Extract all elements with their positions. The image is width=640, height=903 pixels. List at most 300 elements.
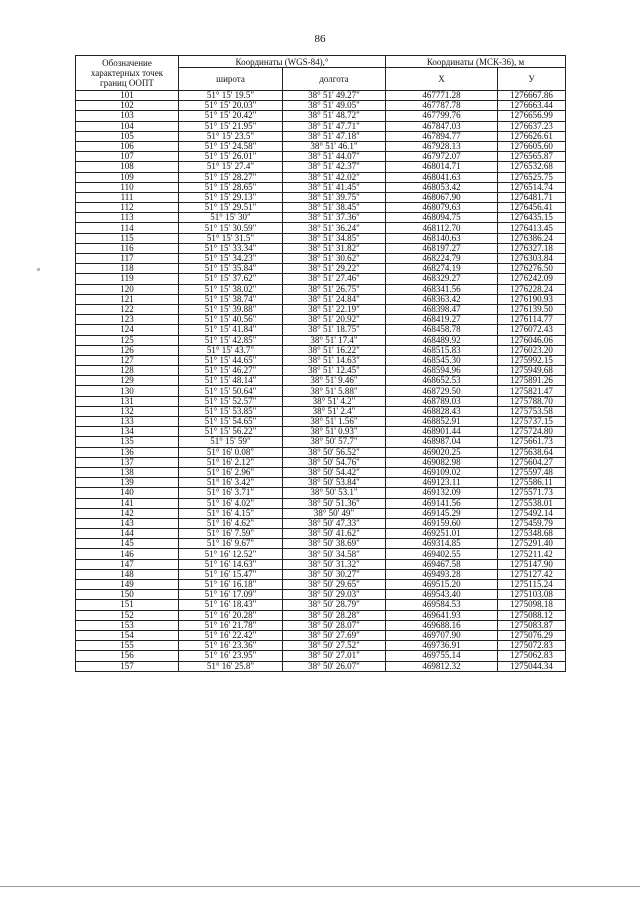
y-cell: 1276663.44 xyxy=(498,101,566,111)
x-cell: 468489.92 xyxy=(386,335,498,345)
longitude-cell: 38° 50' 27.52" xyxy=(283,641,386,651)
longitude-cell: 38° 51' 4.2" xyxy=(283,396,386,406)
table-row xyxy=(76,315,566,325)
longitude-cell: 38° 51' 42.02" xyxy=(283,172,386,182)
longitude-cell: 38° 51' 9.46" xyxy=(283,376,386,386)
longitude-cell: 38° 50' 30.27" xyxy=(283,569,386,579)
point-id-cell: 129 xyxy=(76,376,179,386)
x-cell: 467928.13 xyxy=(386,141,498,151)
point-id-cell: 104 xyxy=(76,121,179,131)
table-row xyxy=(76,355,566,365)
table-row xyxy=(76,131,566,141)
latitude-cell: 51° 16' 25.8" xyxy=(179,661,283,671)
latitude-cell: 51° 16' 21.78" xyxy=(179,620,283,630)
x-cell: 467972.07 xyxy=(386,152,498,162)
point-id-cell: 155 xyxy=(76,641,179,651)
x-cell: 468274.19 xyxy=(386,264,498,274)
y-cell: 1275459.79 xyxy=(498,518,566,528)
y-cell: 1275661.73 xyxy=(498,437,566,447)
y-cell: 1275604.27 xyxy=(498,457,566,467)
longitude-cell: 38° 51' 37.36" xyxy=(283,213,386,223)
x-cell: 469251.01 xyxy=(386,529,498,539)
table-row xyxy=(76,284,566,294)
x-cell: 469020.25 xyxy=(386,447,498,457)
latitude-cell: 51° 15' 52.57" xyxy=(179,396,283,406)
y-cell: 1275821.47 xyxy=(498,386,566,396)
point-id-cell: 154 xyxy=(76,630,179,640)
x-cell: 468053.42 xyxy=(386,182,498,192)
longitude-cell: 38° 51' 22.19" xyxy=(283,304,386,314)
latitude-cell: 51° 15' 28.27" xyxy=(179,172,283,182)
y-cell: 1275127.42 xyxy=(498,569,566,579)
table-row xyxy=(76,569,566,579)
point-id-cell: 136 xyxy=(76,447,179,457)
longitude-cell: 38° 50' 38.69" xyxy=(283,539,386,549)
point-id-cell: 140 xyxy=(76,488,179,498)
point-id-cell: 144 xyxy=(76,529,179,539)
latitude-cell: 51° 15' 30" xyxy=(179,213,283,223)
longitude-cell: 38° 50' 53.1" xyxy=(283,488,386,498)
table-row xyxy=(76,345,566,355)
point-id-cell: 138 xyxy=(76,467,179,477)
x-cell: 468789.03 xyxy=(386,396,498,406)
y-cell: 1275571.73 xyxy=(498,488,566,498)
x-cell: 467787.78 xyxy=(386,101,498,111)
latitude-cell: 51° 15' 26.01" xyxy=(179,152,283,162)
longitude-cell: 38° 50' 27.01" xyxy=(283,651,386,661)
x-cell: 469402.55 xyxy=(386,549,498,559)
x-cell: 468341.56 xyxy=(386,284,498,294)
point-id-cell: 113 xyxy=(76,213,179,223)
table-row xyxy=(76,172,566,182)
y-cell: 1276023.20 xyxy=(498,345,566,355)
point-id-cell: 121 xyxy=(76,294,179,304)
x-cell: 468112.70 xyxy=(386,223,498,233)
latitude-cell: 51° 15' 29.13" xyxy=(179,192,283,202)
table-row xyxy=(76,274,566,284)
table-row xyxy=(76,610,566,620)
y-cell: 1275044.34 xyxy=(498,661,566,671)
table-row xyxy=(76,427,566,437)
point-id-cell: 148 xyxy=(76,569,179,579)
x-cell: 467771.28 xyxy=(386,91,498,101)
x-cell: 468224.79 xyxy=(386,254,498,264)
latitude-cell: 51° 16' 4.02" xyxy=(179,498,283,508)
y-cell: 1276435.15 xyxy=(498,213,566,223)
longitude-cell: 38° 50' 41.62" xyxy=(283,529,386,539)
longitude-cell: 38° 51' 44.07" xyxy=(283,152,386,162)
point-id-cell: 145 xyxy=(76,539,179,549)
x-cell: 468041.63 xyxy=(386,172,498,182)
page-bottom-border xyxy=(0,886,640,887)
latitude-cell: 51° 15' 37.62" xyxy=(179,274,283,284)
point-id-cell: 101 xyxy=(76,91,179,101)
longitude-cell: 38° 51' 27.46" xyxy=(283,274,386,284)
y-cell: 1276626.61 xyxy=(498,131,566,141)
latitude-cell: 51° 15' 42.85" xyxy=(179,335,283,345)
latitude-cell: 51° 15' 41.84" xyxy=(179,325,283,335)
table-row xyxy=(76,559,566,569)
latitude-cell: 51° 15' 30.59" xyxy=(179,223,283,233)
longitude-cell: 38° 50' 27.69" xyxy=(283,630,386,640)
y-cell: 1275949.68 xyxy=(498,366,566,376)
x-cell: 468594.96 xyxy=(386,366,498,376)
table-row xyxy=(76,549,566,559)
point-id-cell: 122 xyxy=(76,304,179,314)
point-id-cell: 105 xyxy=(76,131,179,141)
table-row xyxy=(76,590,566,600)
y-cell: 1276532.68 xyxy=(498,162,566,172)
latitude-cell: 51° 15' 50.64" xyxy=(179,386,283,396)
table-row xyxy=(76,630,566,640)
latitude-cell: 51° 15' 48.14" xyxy=(179,376,283,386)
table-row xyxy=(76,233,566,243)
latitude-cell: 51° 16' 17.09" xyxy=(179,590,283,600)
y-cell: 1276190.93 xyxy=(498,294,566,304)
y-cell: 1276327.18 xyxy=(498,243,566,253)
x-cell: 469543.40 xyxy=(386,590,498,600)
x-cell: 469584.53 xyxy=(386,600,498,610)
y-cell: 1275753.58 xyxy=(498,406,566,416)
longitude-cell: 38° 51' 49.27" xyxy=(283,91,386,101)
table-row xyxy=(76,335,566,345)
table-row xyxy=(76,304,566,314)
page-number: 86 xyxy=(314,33,326,45)
longitude-cell: 38° 51' 17.4" xyxy=(283,335,386,345)
table-row xyxy=(76,529,566,539)
y-cell: 1275597.48 xyxy=(498,467,566,477)
longitude-cell: 38° 51' 0.93" xyxy=(283,427,386,437)
point-id-cell: 146 xyxy=(76,549,179,559)
x-cell: 468067.90 xyxy=(386,192,498,202)
y-cell: 1276303.84 xyxy=(498,254,566,264)
header-msk-group: Координаты (МСК-36), м xyxy=(386,56,566,68)
point-id-cell: 147 xyxy=(76,559,179,569)
y-cell: 1275492.14 xyxy=(498,508,566,518)
table-row xyxy=(76,91,566,101)
y-cell: 1275788.70 xyxy=(498,396,566,406)
x-cell: 468094.75 xyxy=(386,213,498,223)
longitude-cell: 38° 51' 41.45" xyxy=(283,182,386,192)
header-point-label: Обозначение характерных точек границ ООПТ xyxy=(76,56,179,91)
point-id-cell: 139 xyxy=(76,478,179,488)
x-cell: 468729.50 xyxy=(386,386,498,396)
latitude-cell: 51° 15' 23.5" xyxy=(179,131,283,141)
point-id-cell: 125 xyxy=(76,335,179,345)
table-row xyxy=(76,223,566,233)
x-cell: 468515.83 xyxy=(386,345,498,355)
longitude-cell: 38° 51' 39.75" xyxy=(283,192,386,202)
y-cell: 1276046.06 xyxy=(498,335,566,345)
latitude-cell: 51° 15' 46.27" xyxy=(179,366,283,376)
point-id-cell: 107 xyxy=(76,152,179,162)
y-cell: 1276276.50 xyxy=(498,264,566,274)
point-id-cell: 117 xyxy=(76,254,179,264)
point-id-cell: 133 xyxy=(76,417,179,427)
point-id-cell: 112 xyxy=(76,203,179,213)
point-id-cell: 120 xyxy=(76,284,179,294)
latitude-cell: 51° 15' 33.34" xyxy=(179,243,283,253)
longitude-cell: 38° 51' 38.45" xyxy=(283,203,386,213)
longitude-cell: 38° 50' 29.03" xyxy=(283,590,386,600)
y-cell: 1276481.71 xyxy=(498,192,566,202)
y-cell: 1275891.26 xyxy=(498,376,566,386)
longitude-cell: 38° 51' 46.1" xyxy=(283,141,386,151)
y-cell: 1275291.40 xyxy=(498,539,566,549)
y-cell: 1276525.75 xyxy=(498,172,566,182)
longitude-cell: 38° 51' 12.45" xyxy=(283,366,386,376)
point-id-cell: 127 xyxy=(76,355,179,365)
latitude-cell: 51° 16' 3.71" xyxy=(179,488,283,498)
longitude-cell: 38° 50' 53.84" xyxy=(283,478,386,488)
table-row xyxy=(76,406,566,416)
y-cell: 1276139.50 xyxy=(498,304,566,314)
x-cell: 468079.63 xyxy=(386,203,498,213)
x-cell: 469132.09 xyxy=(386,488,498,498)
x-cell: 468197.27 xyxy=(386,243,498,253)
latitude-cell: 51° 15' 34.23" xyxy=(179,254,283,264)
y-cell: 1276386.24 xyxy=(498,233,566,243)
latitude-cell: 51° 16' 23.95" xyxy=(179,651,283,661)
point-id-cell: 114 xyxy=(76,223,179,233)
point-id-cell: 126 xyxy=(76,345,179,355)
y-cell: 1275098.18 xyxy=(498,600,566,610)
point-id-cell: 128 xyxy=(76,366,179,376)
table-row xyxy=(76,111,566,121)
table-row xyxy=(76,162,566,172)
y-cell: 1276228.24 xyxy=(498,284,566,294)
longitude-cell: 38° 51' 29.22" xyxy=(283,264,386,274)
latitude-cell: 51° 16' 20.28" xyxy=(179,610,283,620)
longitude-cell: 38° 51' 16.22" xyxy=(283,345,386,355)
latitude-cell: 51° 16' 0.08" xyxy=(179,447,283,457)
latitude-cell: 51° 15' 54.65" xyxy=(179,417,283,427)
latitude-cell: 51° 15' 38.74" xyxy=(179,294,283,304)
latitude-cell: 51° 15' 53.85" xyxy=(179,406,283,416)
header-y: У xyxy=(498,68,566,91)
latitude-cell: 51° 15' 20.42" xyxy=(179,111,283,121)
latitude-cell: 51° 15' 27.4" xyxy=(179,162,283,172)
longitude-cell: 38° 50' 54.42" xyxy=(283,467,386,477)
y-cell: 1275083.87 xyxy=(498,620,566,630)
y-cell: 1276413.45 xyxy=(498,223,566,233)
longitude-cell: 38° 51' 49.05" xyxy=(283,101,386,111)
latitude-cell: 51° 15' 24.58" xyxy=(179,141,283,151)
longitude-cell: 38° 51' 30.62" xyxy=(283,254,386,264)
y-cell: 1275103.08 xyxy=(498,590,566,600)
x-cell: 469812.32 xyxy=(386,661,498,671)
longitude-cell: 38° 50' 49" xyxy=(283,508,386,518)
table-row xyxy=(76,366,566,376)
table-row xyxy=(76,376,566,386)
table-row xyxy=(76,641,566,651)
y-cell: 1276656.99 xyxy=(498,111,566,121)
table-row xyxy=(76,396,566,406)
x-cell: 469755.14 xyxy=(386,651,498,661)
longitude-cell: 38° 51' 48.72" xyxy=(283,111,386,121)
point-id-cell: 150 xyxy=(76,590,179,600)
longitude-cell: 38° 50' 31.32" xyxy=(283,559,386,569)
x-cell: 468398.47 xyxy=(386,304,498,314)
x-cell: 469707.90 xyxy=(386,630,498,640)
table-row xyxy=(76,539,566,549)
longitude-cell: 38° 50' 26.07" xyxy=(283,661,386,671)
y-cell: 1275115.24 xyxy=(498,580,566,590)
x-cell: 469688.16 xyxy=(386,620,498,630)
x-cell: 469159.60 xyxy=(386,518,498,528)
table-row xyxy=(76,152,566,162)
longitude-cell: 38° 51' 34.85" xyxy=(283,233,386,243)
latitude-cell: 51° 15' 56.22" xyxy=(179,427,283,437)
point-id-cell: 110 xyxy=(76,182,179,192)
point-id-cell: 135 xyxy=(76,437,179,447)
latitude-cell: 51° 16' 9.67" xyxy=(179,539,283,549)
y-cell: 1276114.77 xyxy=(498,315,566,325)
x-cell: 469641.93 xyxy=(386,610,498,620)
header-wgs-group: Координаты (WGS-84),° xyxy=(179,56,386,68)
table-row xyxy=(76,661,566,671)
latitude-cell: 51° 15' 43.7" xyxy=(179,345,283,355)
longitude-cell: 38° 51' 31.82" xyxy=(283,243,386,253)
point-id-cell: 123 xyxy=(76,315,179,325)
table-row xyxy=(76,182,566,192)
x-cell: 469736.91 xyxy=(386,641,498,651)
x-cell: 468458.78 xyxy=(386,325,498,335)
y-cell: 1275586.11 xyxy=(498,478,566,488)
table-row xyxy=(76,192,566,202)
y-cell: 1275538.01 xyxy=(498,498,566,508)
table-row xyxy=(76,141,566,151)
table-row xyxy=(76,457,566,467)
longitude-cell: 38° 51' 26.75" xyxy=(283,284,386,294)
point-id-cell: 115 xyxy=(76,233,179,243)
latitude-cell: 51° 16' 2.96" xyxy=(179,467,283,477)
point-id-cell: 143 xyxy=(76,518,179,528)
x-cell: 467799.76 xyxy=(386,111,498,121)
longitude-cell: 38° 51' 36.24" xyxy=(283,223,386,233)
point-id-cell: 134 xyxy=(76,427,179,437)
header-longitude: долгота xyxy=(283,68,386,91)
header-x: X xyxy=(386,68,498,91)
x-cell: 468852.91 xyxy=(386,417,498,427)
point-id-cell: 152 xyxy=(76,610,179,620)
longitude-cell: 38° 51' 24.84" xyxy=(283,294,386,304)
table-row xyxy=(76,508,566,518)
x-cell: 468987.04 xyxy=(386,437,498,447)
y-cell: 1276565.87 xyxy=(498,152,566,162)
table-row xyxy=(76,467,566,477)
latitude-cell: 51° 16' 16.18" xyxy=(179,580,283,590)
longitude-cell: 38° 50' 57.7" xyxy=(283,437,386,447)
y-cell: 1276072.43 xyxy=(498,325,566,335)
latitude-cell: 51° 15' 31.5" xyxy=(179,233,283,243)
x-cell: 469141.56 xyxy=(386,498,498,508)
point-id-cell: 108 xyxy=(76,162,179,172)
x-cell: 467894.77 xyxy=(386,131,498,141)
table-row xyxy=(76,518,566,528)
longitude-cell: 38° 50' 28.07" xyxy=(283,620,386,630)
point-id-cell: 103 xyxy=(76,111,179,121)
scan-speck xyxy=(37,268,40,271)
table-row xyxy=(76,651,566,661)
longitude-cell: 38° 51' 2.4" xyxy=(283,406,386,416)
latitude-cell: 51° 15' 28.65" xyxy=(179,182,283,192)
point-id-cell: 102 xyxy=(76,101,179,111)
latitude-cell: 51° 16' 4.15" xyxy=(179,508,283,518)
table-row xyxy=(76,498,566,508)
point-id-cell: 137 xyxy=(76,457,179,467)
y-cell: 1276605.60 xyxy=(498,141,566,151)
y-cell: 1275076.29 xyxy=(498,630,566,640)
point-id-cell: 151 xyxy=(76,600,179,610)
latitude-cell: 51° 16' 14.63" xyxy=(179,559,283,569)
longitude-cell: 38° 51' 14.63" xyxy=(283,355,386,365)
y-cell: 1275737.15 xyxy=(498,417,566,427)
y-cell: 1276514.74 xyxy=(498,182,566,192)
latitude-cell: 51° 15' 39.88" xyxy=(179,304,283,314)
y-cell: 1275072.83 xyxy=(498,641,566,651)
latitude-cell: 51° 15' 35.84" xyxy=(179,264,283,274)
longitude-cell: 38° 51' 5.88" xyxy=(283,386,386,396)
point-id-cell: 130 xyxy=(76,386,179,396)
x-cell: 468828.43 xyxy=(386,406,498,416)
latitude-cell: 51° 15' 38.02" xyxy=(179,284,283,294)
point-id-cell: 118 xyxy=(76,264,179,274)
point-id-cell: 149 xyxy=(76,580,179,590)
y-cell: 1275211.42 xyxy=(498,549,566,559)
table-row xyxy=(76,325,566,335)
longitude-cell: 38° 51' 20.92" xyxy=(283,315,386,325)
table-row xyxy=(76,294,566,304)
table-row xyxy=(76,121,566,131)
longitude-cell: 38° 50' 54.76" xyxy=(283,457,386,467)
latitude-cell: 51° 16' 3.42" xyxy=(179,478,283,488)
latitude-cell: 51° 15' 21.95" xyxy=(179,121,283,131)
point-id-cell: 156 xyxy=(76,651,179,661)
latitude-cell: 51° 16' 12.52" xyxy=(179,549,283,559)
table-row xyxy=(76,600,566,610)
latitude-cell: 51° 15' 20.03" xyxy=(179,101,283,111)
coordinates-table xyxy=(75,55,566,672)
x-cell: 468652.53 xyxy=(386,376,498,386)
x-cell: 468014.71 xyxy=(386,162,498,172)
x-cell: 469314.85 xyxy=(386,539,498,549)
point-id-cell: 153 xyxy=(76,620,179,630)
table-row xyxy=(76,447,566,457)
latitude-cell: 51° 15' 44.65" xyxy=(179,355,283,365)
latitude-cell: 51° 16' 18.43" xyxy=(179,600,283,610)
point-id-cell: 131 xyxy=(76,396,179,406)
y-cell: 1275088.12 xyxy=(498,610,566,620)
y-cell: 1276637.23 xyxy=(498,121,566,131)
x-cell: 469123.11 xyxy=(386,478,498,488)
y-cell: 1275724.80 xyxy=(498,427,566,437)
y-cell: 1276456.41 xyxy=(498,203,566,213)
longitude-cell: 38° 50' 28.79" xyxy=(283,600,386,610)
x-cell: 468140.63 xyxy=(386,233,498,243)
x-cell: 468901.44 xyxy=(386,427,498,437)
table-row xyxy=(76,213,566,223)
x-cell: 468363.42 xyxy=(386,294,498,304)
table-header xyxy=(76,56,566,91)
table-row xyxy=(76,264,566,274)
x-cell: 467847.03 xyxy=(386,121,498,131)
longitude-cell: 38° 51' 42.37" xyxy=(283,162,386,172)
latitude-cell: 51° 16' 4.62" xyxy=(179,518,283,528)
longitude-cell: 38° 50' 51.36" xyxy=(283,498,386,508)
longitude-cell: 38° 50' 29.65" xyxy=(283,580,386,590)
point-id-cell: 157 xyxy=(76,661,179,671)
